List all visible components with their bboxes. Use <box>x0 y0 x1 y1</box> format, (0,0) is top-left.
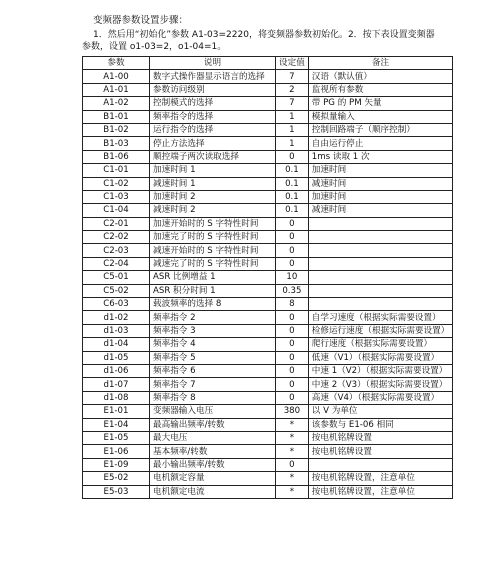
remark-cell <box>308 298 453 311</box>
description-cell: 减速开始时的 S 字特性时间 <box>150 244 276 257</box>
setting-value-cell: * <box>276 445 309 458</box>
param-code-cell: d1-06 <box>83 364 150 377</box>
description-cell: 加速时间 1 <box>150 164 276 177</box>
remark-cell <box>308 244 453 257</box>
table-row <box>83 204 453 217</box>
remark-cell: 低速（V1）（根据实际需要设置） <box>308 351 453 364</box>
param-code-cell: d1-05 <box>83 351 150 364</box>
intro-line-2: 参数，设置 o1-03=2，o1-04=1。 <box>82 42 227 52</box>
header-remark: 备注 <box>308 57 453 70</box>
description-cell: 最小输出频率/转数 <box>150 458 276 471</box>
remark-cell: 自学习速度（根据实际需要设置） <box>308 311 453 324</box>
table-row <box>83 150 453 163</box>
param-code-cell: d1-08 <box>83 391 150 404</box>
table-row <box>83 445 453 458</box>
table-row <box>83 217 453 230</box>
remark-cell: 按电机铭牌设置，注意单位 <box>308 472 453 485</box>
description-cell: 频率指令 6 <box>150 364 276 377</box>
description-cell: 最大电压 <box>150 431 276 444</box>
description-cell: 变频器输入电压 <box>150 405 276 418</box>
table-row <box>83 458 453 471</box>
table-row <box>83 324 453 337</box>
param-code-cell: C6-03 <box>83 298 150 311</box>
remark-cell: 自由运行停止 <box>308 137 453 150</box>
param-code-cell: E1-01 <box>83 405 150 418</box>
description-cell: 减速时间 2 <box>150 204 276 217</box>
remark-cell: 该参数与 E1-06 相同 <box>308 418 453 431</box>
description-cell: 数字式操作器显示语言的选择 <box>150 70 276 83</box>
setting-value-cell: 8 <box>276 298 309 311</box>
description-cell: 频率指令的选择 <box>150 110 276 123</box>
table-row <box>83 123 453 136</box>
param-code-cell: d1-03 <box>83 324 150 337</box>
description-cell: 频率指令 5 <box>150 351 276 364</box>
setting-value-cell: 0 <box>276 231 309 244</box>
param-code-cell: C1-02 <box>83 177 150 190</box>
intro-line-1: 1．然后用“初始化”参数 A1-03=2220，将变频器参数初始化。2．按下表设置变频器 <box>93 30 435 40</box>
setting-value-cell: 0 <box>276 338 309 351</box>
setting-value-cell: 0 <box>276 150 309 163</box>
remark-cell: 控制回路端子（顺序控制） <box>308 123 453 136</box>
table-row <box>83 405 453 418</box>
setting-value-cell: * <box>276 418 309 431</box>
setting-value-cell: 1 <box>276 110 309 123</box>
table-row <box>83 70 453 83</box>
setting-value-cell: 2 <box>276 83 309 96</box>
table-row <box>83 311 453 324</box>
remark-cell: 加速时间 <box>308 164 453 177</box>
table-row <box>83 190 453 203</box>
table-row <box>83 110 453 123</box>
param-code-cell: A1-01 <box>83 83 150 96</box>
table-row <box>83 231 453 244</box>
remark-cell: 中速 2（V3）（根据实际需要设置） <box>308 378 453 391</box>
param-code-cell: C2-02 <box>83 231 150 244</box>
table-row <box>83 244 453 257</box>
setting-value-cell: 0 <box>276 311 309 324</box>
table-row <box>83 284 453 297</box>
header-description: 说明 <box>150 57 276 70</box>
table-body <box>83 70 453 499</box>
table-row <box>83 177 453 190</box>
setting-value-cell: 0.1 <box>276 177 309 190</box>
remark-cell: 1ms 读取 1 次 <box>308 150 453 163</box>
setting-value-cell: 0 <box>276 351 309 364</box>
description-cell: 减速完了时的 S 字特性时间 <box>150 257 276 270</box>
param-code-cell: C5-01 <box>83 271 150 284</box>
param-code-cell: C2-03 <box>83 244 150 257</box>
param-code-cell: d1-07 <box>83 378 150 391</box>
table-row <box>83 418 453 431</box>
setting-value-cell: 0 <box>276 378 309 391</box>
table-row <box>83 164 453 177</box>
remark-cell <box>308 257 453 270</box>
description-cell: 加速时间 2 <box>150 190 276 203</box>
description-cell: 频率指令 3 <box>150 324 276 337</box>
description-cell: 停止方法选择 <box>150 137 276 150</box>
param-code-cell: C2-04 <box>83 257 150 270</box>
remark-cell: 以 V 为单位 <box>308 405 453 418</box>
table-row <box>83 83 453 96</box>
setting-value-cell: 0 <box>276 458 309 471</box>
setting-value-cell: * <box>276 485 309 498</box>
param-code-cell: C1-04 <box>83 204 150 217</box>
parameter-table <box>82 56 453 499</box>
remark-cell: 监视所有参数 <box>308 83 453 96</box>
description-cell: 参数访问级别 <box>150 83 276 96</box>
document-heading: 变频器参数设置步骤： <box>93 15 189 26</box>
remark-cell <box>308 458 453 471</box>
table-row <box>83 364 453 377</box>
description-cell: 基本频率/转数 <box>150 445 276 458</box>
remark-cell <box>308 231 453 244</box>
remark-cell: 加速时间 <box>308 190 453 203</box>
setting-value-cell: 0.1 <box>276 164 309 177</box>
table-row <box>83 378 453 391</box>
param-code-cell: E1-05 <box>83 431 150 444</box>
setting-value-cell: 0 <box>276 244 309 257</box>
description-cell: 运行指令的选择 <box>150 123 276 136</box>
remark-cell: 检修运行速度（根据实际需要设置） <box>308 324 453 337</box>
table-row <box>83 391 453 404</box>
table-row <box>83 472 453 485</box>
param-code-cell: B1-03 <box>83 137 150 150</box>
description-cell: 频率指令 7 <box>150 378 276 391</box>
remark-cell: 按电机铭牌设置 <box>308 445 453 458</box>
description-cell: 频率指令 8 <box>150 391 276 404</box>
param-code-cell: E5-03 <box>83 485 150 498</box>
table-row <box>83 137 453 150</box>
param-code-cell: E1-09 <box>83 458 150 471</box>
setting-value-cell: 0 <box>276 324 309 337</box>
remark-cell: 按电机铭牌设置，注意单位 <box>308 485 453 498</box>
description-cell: 最高输出频率/转数 <box>150 418 276 431</box>
header-setting: 设定值 <box>276 57 309 70</box>
param-code-cell: C1-01 <box>83 164 150 177</box>
table-row <box>83 271 453 284</box>
setting-value-cell: 0.1 <box>276 190 309 203</box>
header-param: 参数 <box>83 57 150 70</box>
remark-cell: 中速 1（V2）（根据实际需要设置） <box>308 364 453 377</box>
param-code-cell: B1-02 <box>83 123 150 136</box>
remark-cell <box>308 217 453 230</box>
param-code-cell: B1-01 <box>83 110 150 123</box>
description-cell: 电机额定容量 <box>150 472 276 485</box>
setting-value-cell: 0.1 <box>276 204 309 217</box>
remark-cell: 高速（V4）（根据实际需要设置） <box>308 391 453 404</box>
setting-value-cell: * <box>276 431 309 444</box>
setting-value-cell: 0.35 <box>276 284 309 297</box>
remark-cell: 带 PG 的 PM 矢量 <box>308 97 453 110</box>
description-cell: 电机额定电流 <box>150 485 276 498</box>
setting-value-cell: 10 <box>276 271 309 284</box>
param-code-cell: A1-00 <box>83 70 150 83</box>
remark-cell: 减速时间 <box>308 204 453 217</box>
remark-cell: 爬行速度（根据实际需要设置） <box>308 338 453 351</box>
table-row <box>83 97 453 110</box>
setting-value-cell: 0 <box>276 257 309 270</box>
param-code-cell: E1-06 <box>83 445 150 458</box>
param-code-cell: B1-06 <box>83 150 150 163</box>
param-code-cell: C5-02 <box>83 284 150 297</box>
setting-value-cell: 7 <box>276 97 309 110</box>
description-cell: 控制模式的选择 <box>150 97 276 110</box>
description-cell: 频率指令 2 <box>150 311 276 324</box>
remark-cell: 减速时间 <box>308 177 453 190</box>
param-code-cell: E5-02 <box>83 472 150 485</box>
setting-value-cell: 0 <box>276 391 309 404</box>
table-row <box>83 485 453 498</box>
description-cell: 载波频率的选择 8 <box>150 298 276 311</box>
param-code-cell: A1-02 <box>83 97 150 110</box>
param-code-cell: d1-04 <box>83 338 150 351</box>
setting-value-cell: 0 <box>276 217 309 230</box>
setting-value-cell: * <box>276 472 309 485</box>
description-cell: 加速完了时的 S 字特性时间 <box>150 231 276 244</box>
description-cell: ASR 积分时间 1 <box>150 284 276 297</box>
setting-value-cell: 1 <box>276 137 309 150</box>
param-code-cell: d1-02 <box>83 311 150 324</box>
table-row <box>83 257 453 270</box>
table-header-row <box>83 57 453 70</box>
description-cell: 减速时间 1 <box>150 177 276 190</box>
table-row <box>83 431 453 444</box>
setting-value-cell: 1 <box>276 123 309 136</box>
param-code-cell: C2-01 <box>83 217 150 230</box>
description-cell: 加速开始时的 S 字特性时间 <box>150 217 276 230</box>
description-cell: ASR 比例增益 1 <box>150 271 276 284</box>
description-cell: 频率指令 4 <box>150 338 276 351</box>
remark-cell <box>308 284 453 297</box>
remark-cell: 模拟量输入 <box>308 110 453 123</box>
setting-value-cell: 380 <box>276 405 309 418</box>
param-code-cell: C1-03 <box>83 190 150 203</box>
param-code-cell: E1-04 <box>83 418 150 431</box>
setting-value-cell: 7 <box>276 70 309 83</box>
table-row <box>83 298 453 311</box>
description-cell: 顺控端子两次读取选择 <box>150 150 276 163</box>
setting-value-cell: 0 <box>276 364 309 377</box>
remark-cell <box>308 271 453 284</box>
table-row <box>83 338 453 351</box>
remark-cell: 按电机铭牌设置 <box>308 431 453 444</box>
table-row <box>83 351 453 364</box>
remark-cell: 汉语（默认值） <box>308 70 453 83</box>
